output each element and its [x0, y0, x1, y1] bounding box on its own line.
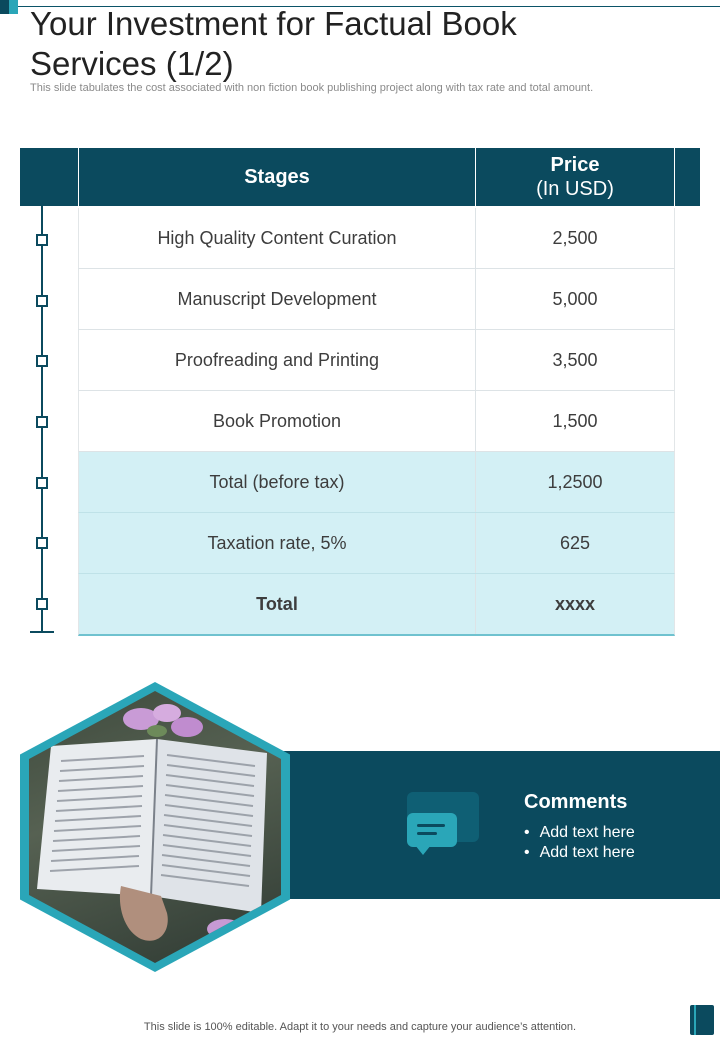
timeline-bullet	[36, 598, 48, 610]
comments-banner	[282, 751, 720, 899]
chat-line	[417, 832, 437, 835]
price-cell: 2,500	[552, 227, 598, 248]
column-header-price	[476, 148, 675, 206]
price-cell: xxxx	[554, 593, 596, 614]
hexagon-frame	[20, 682, 290, 972]
page-subtitle: This slide tabulates the cost associated with non fiction book publishing project along with tax rate and total amount.	[30, 82, 594, 94]
stage-cell: High Quality Content Curation	[79, 208, 476, 268]
open-book-illustration	[29, 691, 281, 963]
price-cell: 5,000	[552, 288, 598, 309]
price-cell: 625	[559, 532, 591, 553]
chat-line	[417, 824, 445, 827]
page-title: Your Investment for Factual Book Services (1/2)	[30, 5, 517, 82]
price-header-unit: (In USD)	[536, 178, 614, 200]
table-row	[78, 330, 675, 391]
table-row	[78, 391, 675, 452]
footer-note: This slide is 100% editable. Adapt it to your needs and capture your audience’s attention.	[143, 1021, 577, 1033]
timeline-base	[30, 631, 54, 633]
price-cell: 3,500	[552, 349, 598, 370]
book-icon	[690, 1005, 714, 1035]
book-left-page	[37, 739, 157, 896]
timeline-bullet	[36, 416, 48, 428]
price-cell: 1,2500	[547, 471, 603, 492]
table-row-subtotal	[78, 452, 675, 513]
price-cell: 1,500	[552, 410, 598, 431]
cost-table-body	[78, 208, 675, 636]
leaf	[147, 725, 167, 737]
stage-cell: Manuscript Development	[79, 269, 476, 329]
table-row-tax	[78, 513, 675, 574]
flower-petal	[207, 919, 243, 939]
timeline-bullet	[36, 477, 48, 489]
table-row	[78, 269, 675, 330]
chat-bubble-icon	[407, 813, 457, 847]
stage-cell: Total	[79, 574, 476, 634]
comment-item: • Add text here	[524, 843, 635, 863]
stage-cell: Book Promotion	[79, 391, 476, 451]
comment-item: • Add text here	[524, 823, 635, 843]
timeline-bullet	[36, 234, 48, 246]
open-book-photo	[29, 691, 281, 963]
corner-accent	[0, 0, 18, 14]
stage-cell: Taxation rate, 5%	[79, 513, 476, 573]
stage-cell: Proofreading and Printing	[79, 330, 476, 390]
price-header-label: Price	[550, 154, 600, 176]
table-row-total	[78, 574, 675, 636]
timeline-bullet	[36, 537, 48, 549]
stage-cell: Total (before tax)	[79, 452, 476, 512]
timeline-bullet	[36, 355, 48, 367]
table-row	[78, 208, 675, 269]
comments-title: Comments	[524, 791, 628, 813]
comments-list	[524, 823, 635, 863]
column-header-stages: Stages	[78, 148, 476, 206]
timeline-bullet	[36, 295, 48, 307]
table-header	[20, 148, 700, 206]
flower-petal	[171, 717, 203, 737]
